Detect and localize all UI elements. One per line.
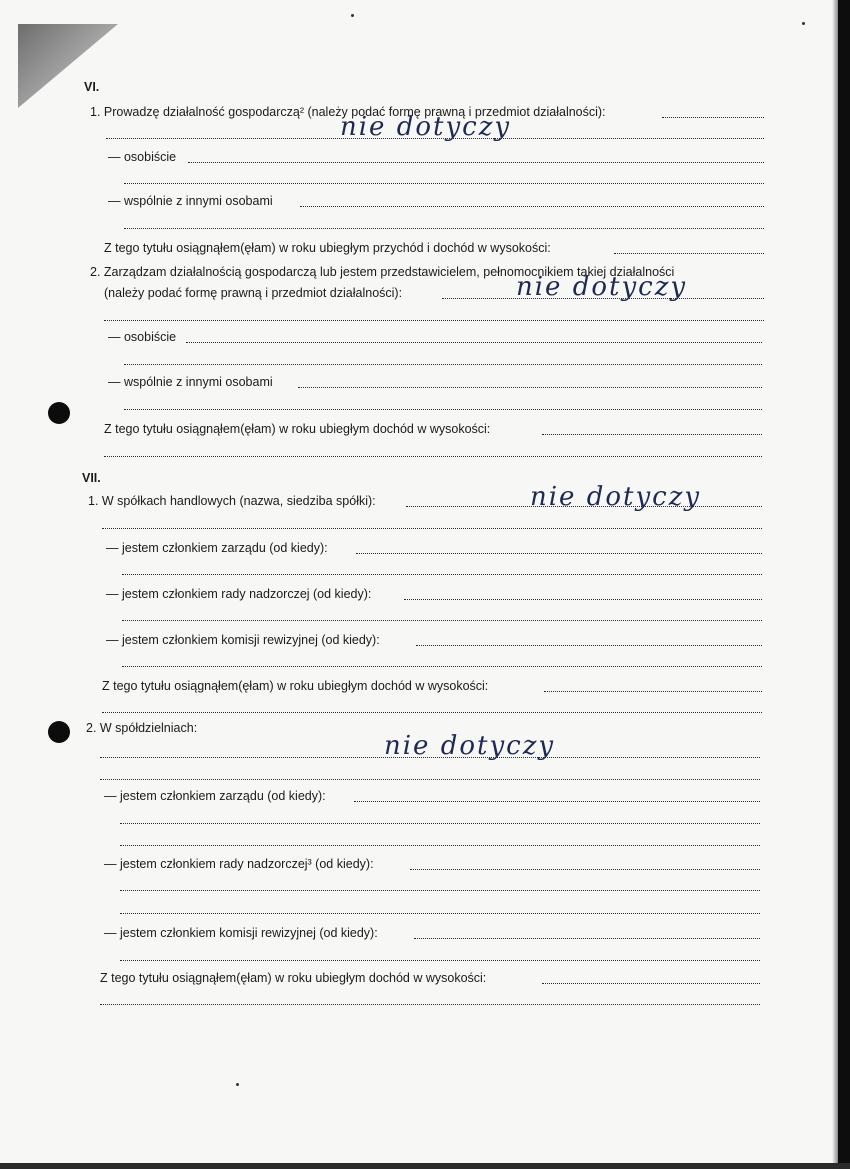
vii-item2-handwritten: nie dotyczy <box>384 731 556 761</box>
vii-item2-text: 2. W spółdzielniach: <box>86 721 198 735</box>
vi-item2-personal-label: — osobiście <box>108 330 177 344</box>
vii-item2-audit-field-line[interactable] <box>120 960 760 961</box>
vii-item2-supervisory-field-line[interactable] <box>120 890 760 891</box>
vii-item1-income-field[interactable] <box>544 691 762 692</box>
scan-edge-right <box>838 0 850 1169</box>
vii-item1-board-field-line[interactable] <box>122 574 762 575</box>
section-vi-heading: VI. <box>84 80 100 94</box>
vii-item2-supervisory-field[interactable] <box>410 869 760 870</box>
punch-hole <box>48 721 70 743</box>
vi-item2-personal-field[interactable] <box>186 342 762 343</box>
vi-item1-joint-label: — wspólnie z innymi osobami <box>108 194 273 208</box>
vii-item1-supervisory-field[interactable] <box>404 599 762 600</box>
vii-item2-audit-label: — jestem członkiem komisji rewizyjnej (od kiedy): <box>104 926 378 940</box>
vii-item1-handwritten: nie dotyczy <box>530 482 702 512</box>
vii-item2-supervisory-field-line[interactable] <box>120 913 760 914</box>
vi-item1-joint-field[interactable] <box>300 206 764 207</box>
vii-item2-board-label: — jestem członkiem zarządu (od kiedy): <box>104 789 326 803</box>
vii-item2-field-line[interactable] <box>100 757 760 758</box>
vi-item1-handwritten: nie dotyczy <box>340 112 512 142</box>
punch-hole <box>48 402 70 424</box>
vi-item1-text: 1. Prowadzę działalność gospodarczą² (należy podać formę prawną i przedmiot działalności): <box>90 105 606 119</box>
vii-item1-supervisory-field-line[interactable] <box>122 620 762 621</box>
vi-item1-field[interactable] <box>662 117 764 118</box>
section-vii-heading: VII. <box>82 471 101 485</box>
vi-item1-personal-label: — osobiście <box>108 150 177 164</box>
vii-item2-income-label: Z tego tytułu osiągnąłem(ęłam) w roku ubiegłym dochód w wysokości: <box>100 971 487 985</box>
vii-item2-field-line[interactable] <box>100 779 760 780</box>
scan-speck <box>351 14 354 17</box>
vii-item1-supervisory-label: — jestem członkiem rady nadzorczej (od kiedy): <box>106 587 372 601</box>
vii-item1-audit-field[interactable] <box>416 645 762 646</box>
vii-item2-board-field-line[interactable] <box>120 845 760 846</box>
vii-item1-board-label: — jestem członkiem zarządu (od kiedy): <box>106 541 328 555</box>
vii-item1-income-label: Z tego tytułu osiągnąłem(ęłam) w roku ubiegłym dochód w wysokości: <box>102 679 489 693</box>
vii-item1-board-field[interactable] <box>356 553 762 554</box>
vi-item2-joint-field-line[interactable] <box>124 409 762 410</box>
vii-item1-audit-field-line[interactable] <box>122 666 762 667</box>
vii-item1-audit-label: — jestem członkiem komisji rewizyjnej (od kiedy): <box>106 633 380 647</box>
vii-item1-text: 1. W spółkach handlowych (nazwa, siedziba spółki): <box>88 494 376 508</box>
vii-item2-income-field[interactable] <box>542 983 760 984</box>
scan-speck <box>236 1083 239 1086</box>
vii-item1-income-field-line[interactable] <box>102 712 762 713</box>
vii-item1-field-line[interactable] <box>102 528 762 529</box>
vii-item2-board-field[interactable] <box>354 801 760 802</box>
vii-item2-supervisory-label: — jestem członkiem rady nadzorczej³ (od kiedy): <box>104 857 374 871</box>
vi-item2-income-field[interactable] <box>542 434 762 435</box>
vi-item1-personal-field[interactable] <box>188 162 764 163</box>
vi-item1-income-field[interactable] <box>614 253 764 254</box>
vi-item2-income-field-line[interactable] <box>104 456 762 457</box>
vi-item2-income-label: Z tego tytułu osiągnąłem(ęłam) w roku ubiegłym dochód w wysokości: <box>104 422 491 436</box>
vi-item2-handwritten: nie dotyczy <box>516 272 688 302</box>
vi-item2-field-line[interactable] <box>104 320 764 321</box>
vii-item2-board-field-line[interactable] <box>120 823 760 824</box>
vi-item2-joint-label: — wspólnie z innymi osobami <box>108 375 273 389</box>
vi-item2-joint-field[interactable] <box>298 387 762 388</box>
vi-item2-text-line2: (należy podać formę prawną i przedmiot działalności): <box>104 286 403 300</box>
vi-item1-personal-field-line[interactable] <box>124 183 764 184</box>
vii-item2-audit-field[interactable] <box>414 938 760 939</box>
scan-speck <box>802 22 805 25</box>
vi-item2-personal-field-line[interactable] <box>124 364 762 365</box>
vi-item1-income-label: Z tego tytułu osiągnąłem(ęłam) w roku ubiegłym przychód i dochód w wysokości: <box>104 241 551 255</box>
vi-item2-text-line1: 2. Zarządzam działalnością gospodarczą lub jestem przedstawicielem, pełnomocnikiem takiej działalności <box>90 265 675 279</box>
vi-item1-joint-field-line[interactable] <box>124 228 764 229</box>
vii-item2-income-field-line[interactable] <box>100 1004 760 1005</box>
folded-corner <box>18 24 118 108</box>
scan-edge-bottom <box>0 1163 850 1169</box>
